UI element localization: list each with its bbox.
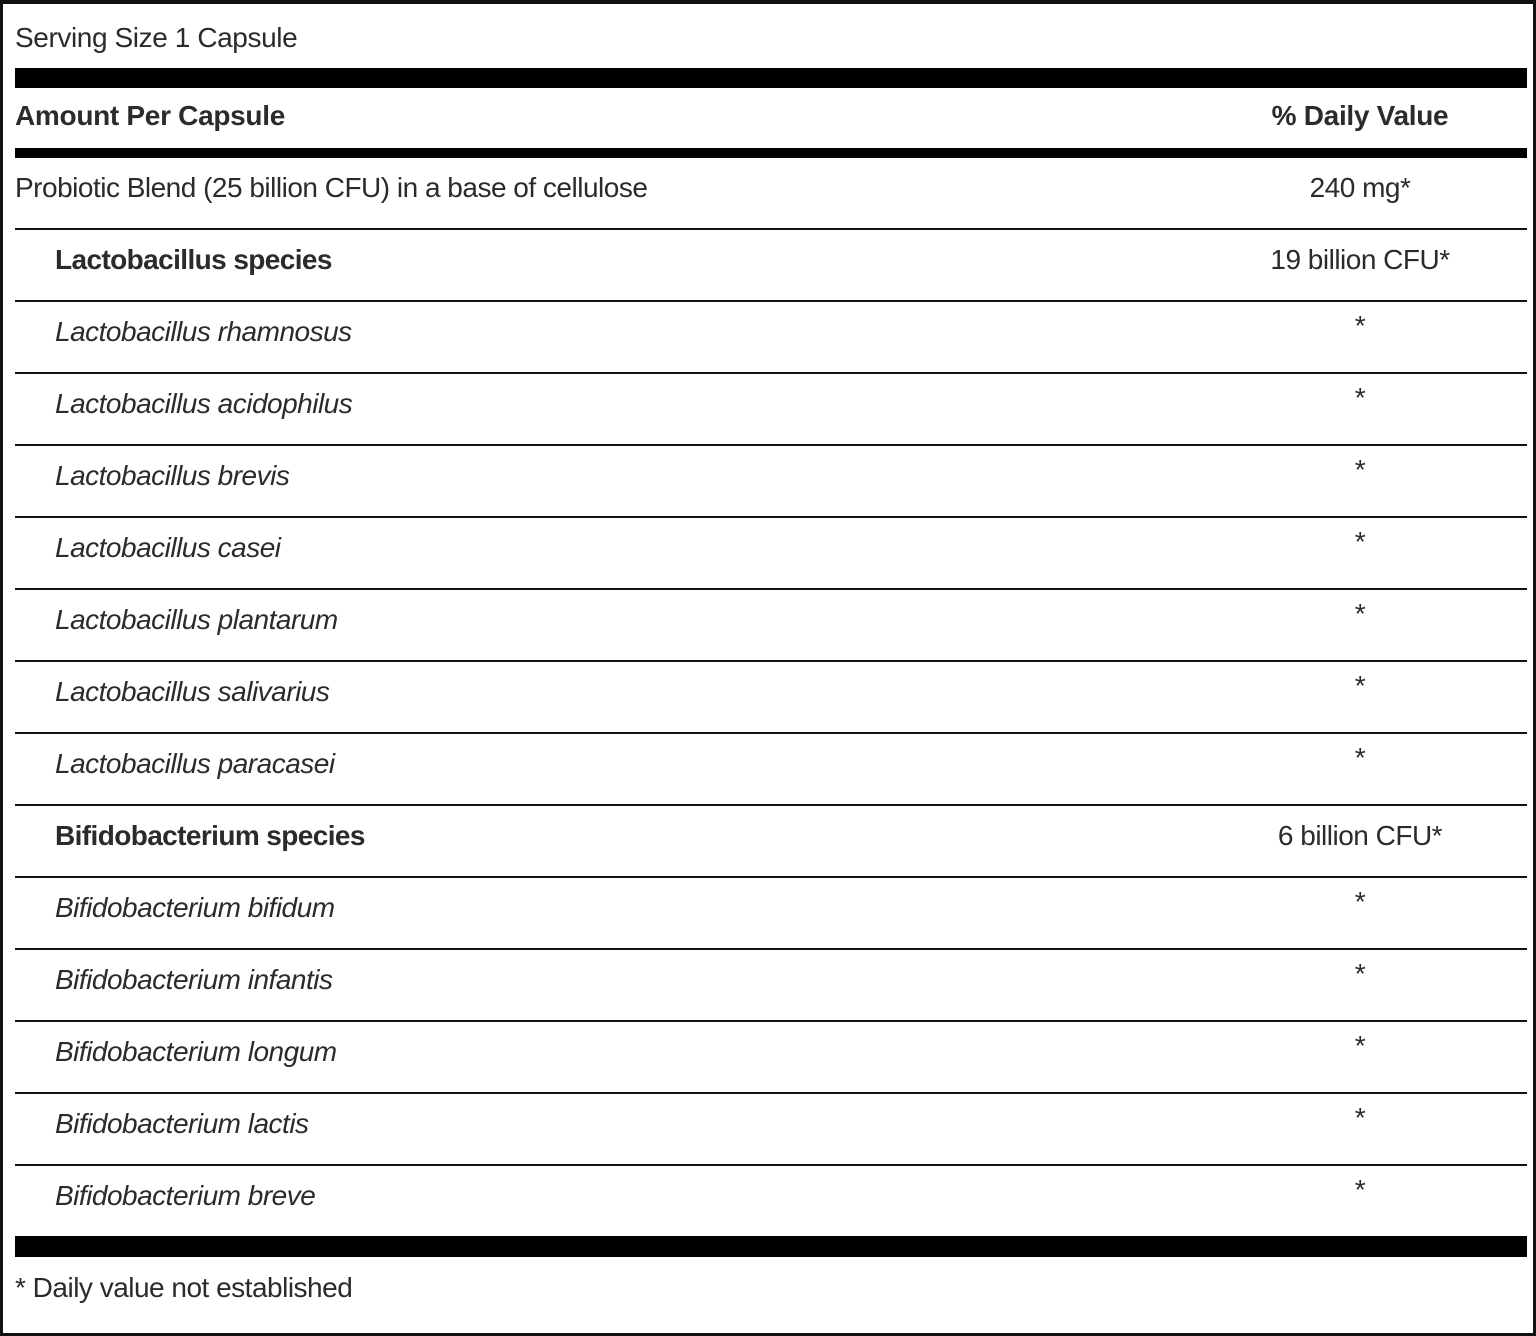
ingredient-row <box>15 374 1527 446</box>
ingredient-amount: * <box>1354 1102 1366 1133</box>
ingredients-table <box>15 158 1527 1238</box>
table-header <box>15 88 1527 148</box>
ingredient-name: Lactobacillus brevis <box>55 460 290 491</box>
serving-size: Serving Size 1 Capsule <box>15 22 298 53</box>
ingredient-name: Lactobacillus paracasei <box>55 748 335 779</box>
ingredient-row <box>15 1022 1527 1094</box>
ingredient-row <box>15 446 1527 518</box>
header-divider-bar <box>15 148 1527 158</box>
ingredient-row <box>15 590 1527 662</box>
ingredient-amount: 19 billion CFU* <box>1270 244 1450 275</box>
ingredient-amount: * <box>1354 310 1366 341</box>
ingredient-row <box>15 230 1527 302</box>
ingredient-amount: * <box>1354 526 1366 557</box>
ingredient-amount: * <box>1354 1030 1366 1061</box>
ingredient-amount: * <box>1354 598 1366 629</box>
ingredient-amount: * <box>1354 454 1366 485</box>
ingredient-name: Lactobacillus casei <box>55 532 281 563</box>
ingredient-name: Probiotic Blend (25 billion CFU) in a base of cellulose <box>15 172 648 203</box>
ingredient-amount: * <box>1354 742 1366 773</box>
footnote: * Daily value not established <box>15 1272 353 1303</box>
ingredient-row <box>15 1094 1527 1166</box>
ingredient-row <box>15 734 1527 806</box>
ingredient-name: Lactobacillus plantarum <box>55 604 338 635</box>
ingredient-name: Lactobacillus acidophilus <box>55 388 353 419</box>
ingredient-amount: * <box>1354 382 1366 413</box>
ingredient-row <box>15 158 1527 230</box>
ingredient-name: Lactobacillus rhamnosus <box>55 316 352 347</box>
ingredient-amount: * <box>1354 886 1366 917</box>
ingredient-amount: * <box>1354 670 1366 701</box>
ingredient-row <box>15 806 1527 878</box>
ingredient-amount: * <box>1354 958 1366 989</box>
bottom-divider-bar <box>15 1236 1527 1257</box>
ingredient-name: Bifidobacterium infantis <box>55 964 333 995</box>
ingredient-amount: * <box>1354 1174 1366 1205</box>
ingredient-name: Bifidobacterium lactis <box>55 1108 309 1139</box>
ingredient-name: Bifidobacterium bifidum <box>55 892 335 923</box>
ingredient-row <box>15 662 1527 734</box>
daily-value-header: % Daily Value <box>1271 100 1449 131</box>
ingredient-row <box>15 950 1527 1022</box>
ingredient-name: Bifidobacterium breve <box>55 1180 316 1211</box>
ingredient-amount: 240 mg* <box>1309 172 1411 203</box>
top-divider-bar <box>15 68 1527 88</box>
ingredient-name: Lactobacillus salivarius <box>55 676 330 707</box>
ingredient-name: Bifidobacterium species <box>55 820 365 851</box>
ingredient-name: Lactobacillus species <box>55 244 332 275</box>
ingredient-name: Bifidobacterium longum <box>55 1036 337 1067</box>
ingredient-row <box>15 302 1527 374</box>
amount-per-capsule-header: Amount Per Capsule <box>15 100 285 131</box>
ingredient-row <box>15 878 1527 950</box>
ingredient-row <box>15 1166 1527 1238</box>
ingredient-row <box>15 518 1527 590</box>
ingredient-amount: 6 billion CFU* <box>1277 820 1443 851</box>
